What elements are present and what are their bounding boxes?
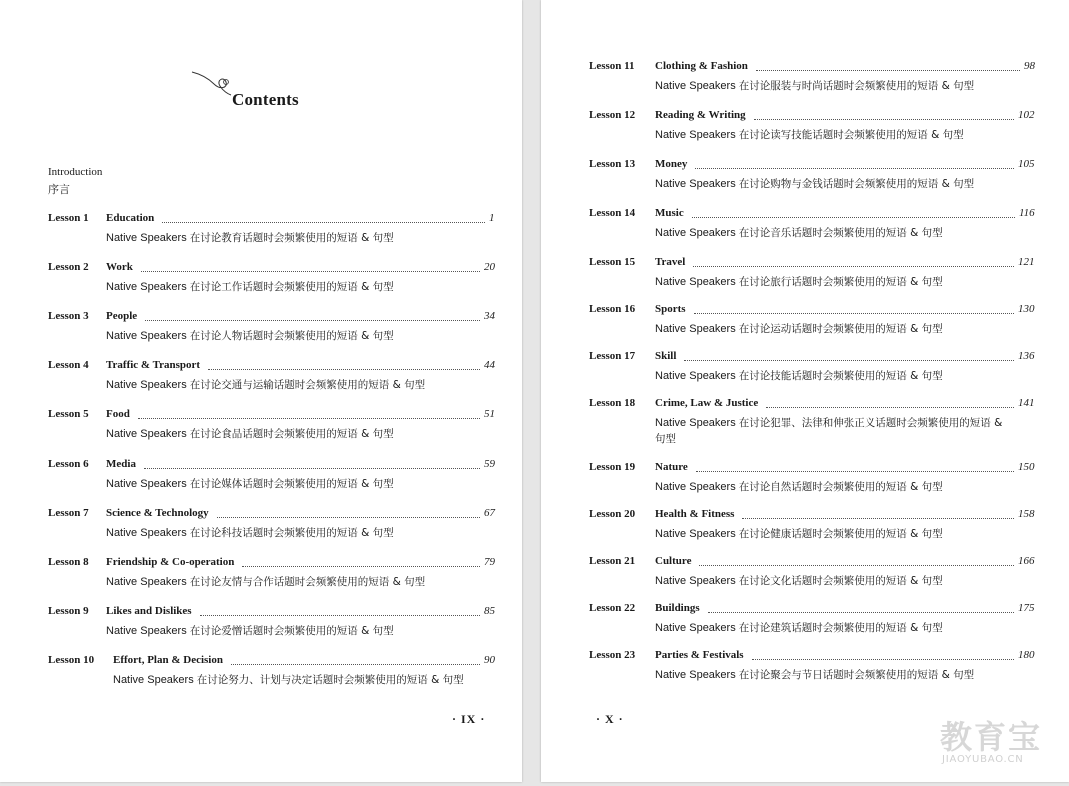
watermark-cn: 教育宝: [940, 718, 1043, 756]
lesson-number: Lesson 21: [589, 555, 636, 567]
description-en: Native Speakers: [655, 178, 736, 190]
toc-entry[interactable]: [589, 109, 1035, 143]
toc-entry[interactable]: [48, 654, 495, 688]
description-zh: 在讨论自然话题时会频繁使用的短语 & 句型: [738, 481, 943, 493]
toc-entry[interactable]: [589, 207, 1035, 241]
leader-dots: [144, 468, 480, 469]
toc-entry[interactable]: [589, 60, 1035, 94]
description-zh: 在讨论媒体话题时会频繁使用的短语 & 句型: [189, 478, 394, 490]
toc-entry-heading: [589, 461, 1035, 477]
lesson-description: [655, 368, 1015, 384]
lesson-number: Lesson 13: [589, 158, 636, 170]
toc-entry-heading: [48, 507, 495, 523]
lesson-number: Lesson 1: [48, 212, 89, 224]
toc-entry-heading: [589, 207, 1035, 223]
lesson-description: [113, 672, 475, 688]
page-number-right: · X ·: [596, 712, 624, 726]
toc-entry[interactable]: [48, 310, 495, 344]
description-en: Native Speakers: [655, 481, 736, 493]
toc-entry[interactable]: [589, 461, 1035, 495]
description-en: Native Speakers: [106, 625, 187, 637]
leader-dots: [696, 471, 1014, 472]
lesson-title: Skill: [655, 350, 677, 362]
lesson-title: Nature: [655, 461, 688, 473]
description-zh: 在讨论读写技能话题时会频繁使用的短语 & 句型: [738, 129, 964, 141]
page-reference: 141: [1018, 397, 1035, 409]
lesson-number: Lesson 3: [48, 310, 89, 322]
description-zh: 在讨论人物话题时会频繁使用的短语 & 句型: [189, 330, 394, 342]
lesson-number: Lesson 15: [589, 256, 636, 268]
page-title: Contents: [232, 90, 299, 109]
lesson-description: [655, 415, 1015, 447]
page-reference: 34: [484, 310, 495, 322]
toc-entry[interactable]: [589, 303, 1035, 337]
toc-entry-heading: [589, 602, 1035, 618]
page-reference: 85: [484, 605, 495, 617]
introduction-zh: 序言: [48, 183, 70, 196]
lesson-number: Lesson 4: [48, 359, 89, 371]
toc-entry[interactable]: [48, 458, 495, 492]
lesson-title: Buildings: [655, 602, 700, 614]
toc-entry-heading: [48, 310, 495, 326]
lesson-number: Lesson 11: [589, 60, 635, 72]
toc-entry-heading: [589, 158, 1035, 174]
lesson-description: [106, 623, 475, 639]
lesson-description: [106, 426, 475, 442]
lesson-number: Lesson 9: [48, 605, 89, 617]
contents-heading-block: [190, 68, 330, 128]
description-en: Native Speakers: [655, 417, 736, 429]
leader-dots: [699, 565, 1014, 566]
lesson-description: [106, 230, 475, 246]
lesson-title: Clothing & Fashion: [655, 60, 748, 72]
lesson-description: [106, 574, 475, 590]
toc-entry[interactable]: [589, 649, 1035, 683]
page-reference: 1: [489, 212, 495, 224]
description-en: Native Speakers: [113, 674, 194, 686]
description-en: Native Speakers: [106, 232, 187, 244]
lesson-number: Lesson 5: [48, 408, 89, 420]
introduction-en: Introduction: [48, 166, 103, 178]
description-zh: 在讨论旅行话题时会频繁使用的短语 & 句型: [738, 276, 943, 288]
lesson-title: Travel: [655, 256, 686, 268]
lesson-title: People: [106, 310, 138, 322]
lesson-title: Likes and Dislikes: [106, 605, 192, 617]
lesson-description: [655, 225, 1015, 241]
lesson-title: Education: [106, 212, 155, 224]
toc-entry-heading: [589, 303, 1035, 319]
right-page: [541, 0, 1069, 782]
leader-dots: [231, 664, 480, 665]
description-en: Native Speakers: [106, 478, 187, 490]
description-zh: 在讨论交通与运输话题时会频繁使用的短语 & 句型: [189, 379, 426, 391]
lesson-description: [106, 476, 475, 492]
lesson-title: Parties & Festivals: [655, 649, 744, 661]
leader-dots: [708, 612, 1014, 613]
lesson-number: Lesson 22: [589, 602, 636, 614]
toc-entry[interactable]: [48, 359, 495, 393]
description-en: Native Speakers: [655, 575, 736, 587]
flourish-icon: [190, 68, 232, 98]
page-number-left: · IX ·: [452, 712, 486, 726]
description-zh: 在讨论购物与金钱话题时会频繁使用的短语 & 句型: [738, 178, 975, 190]
toc-entry-heading: [589, 256, 1035, 272]
leader-dots: [200, 615, 480, 616]
page-reference: 175: [1018, 602, 1035, 614]
description-zh: 在讨论建筑话题时会频繁使用的短语 & 句型: [738, 622, 943, 634]
description-en: Native Speakers: [106, 428, 187, 440]
toc-entry-heading: [589, 649, 1035, 665]
lesson-title: Science & Technology: [106, 507, 209, 519]
toc-entry-heading: [48, 556, 495, 572]
leader-dots: [756, 70, 1020, 71]
description-zh: 在讨论科技话题时会频繁使用的短语 & 句型: [189, 527, 394, 539]
page-reference: 166: [1018, 555, 1035, 567]
lesson-number: Lesson 12: [589, 109, 636, 121]
leader-dots: [754, 119, 1014, 120]
toc-entry-heading: [48, 458, 495, 474]
lesson-number: Lesson 8: [48, 556, 89, 568]
lesson-number: Lesson 7: [48, 507, 89, 519]
description-en: Native Speakers: [655, 129, 736, 141]
lesson-number: Lesson 10: [48, 654, 95, 666]
leader-dots: [208, 369, 480, 370]
lesson-title: Work: [106, 261, 133, 273]
toc-entry-heading: [589, 350, 1035, 366]
page-reference: 102: [1018, 109, 1035, 121]
lesson-title: Crime, Law & Justice: [655, 397, 759, 409]
leader-dots: [692, 217, 1015, 218]
page-reference: 90: [484, 654, 495, 666]
toc-entry[interactable]: [589, 350, 1035, 384]
description-zh: 在讨论服装与时尚话题时会频繁使用的短语 & 句型: [738, 80, 975, 92]
watermark-en: JIAOYUBAO.CN: [942, 754, 1024, 765]
description-zh: 在讨论文化话题时会频繁使用的短语 & 句型: [738, 575, 943, 587]
leader-dots: [217, 517, 480, 518]
description-en: Native Speakers: [655, 528, 736, 540]
toc-entry[interactable]: [589, 158, 1035, 192]
lesson-title: Culture: [655, 555, 692, 567]
page-reference: 44: [484, 359, 495, 371]
lesson-number: Lesson 17: [589, 350, 636, 362]
lesson-number: Lesson 16: [589, 303, 636, 315]
lesson-number: Lesson 19: [589, 461, 636, 473]
lesson-description: [106, 328, 475, 344]
description-en: Native Speakers: [655, 669, 736, 681]
lesson-description: [106, 279, 475, 295]
description-zh: 在讨论爱憎话题时会频繁使用的短语 & 句型: [189, 625, 394, 637]
lesson-description: [655, 176, 1015, 192]
introduction-entry: [48, 163, 102, 199]
description-en: Native Speakers: [106, 527, 187, 539]
toc-entry-heading: [48, 605, 495, 621]
toc-entry[interactable]: [589, 555, 1035, 589]
description-en: Native Speakers: [106, 576, 187, 588]
lesson-description: [655, 573, 1015, 589]
page-reference: 130: [1018, 303, 1035, 315]
description-en: Native Speakers: [106, 330, 187, 342]
description-zh: 在讨论努力、计划与决定话题时会频繁使用的短语 & 句型: [196, 674, 464, 686]
description-zh: 在讨论食品话题时会频繁使用的短语 & 句型: [189, 428, 394, 440]
lesson-description: [655, 321, 1015, 337]
lesson-number: Lesson 14: [589, 207, 636, 219]
description-zh: 在讨论友情与合作话题时会频繁使用的短语 & 句型: [189, 576, 426, 588]
description-en: Native Speakers: [655, 80, 736, 92]
lesson-title: Traffic & Transport: [106, 359, 201, 371]
leader-dots: [694, 313, 1014, 314]
leader-dots: [695, 168, 1014, 169]
toc-entry-heading: [48, 408, 495, 424]
lesson-number: Lesson 20: [589, 508, 636, 520]
lesson-description: [106, 377, 475, 393]
toc-entry[interactable]: [589, 602, 1035, 636]
leader-dots: [742, 518, 1014, 519]
lesson-title: Money: [655, 158, 688, 170]
toc-entry[interactable]: [48, 212, 495, 246]
lesson-description: [655, 127, 1015, 143]
toc-entry-heading: [589, 555, 1035, 571]
lesson-description: [655, 479, 1015, 495]
lesson-title: Reading & Writing: [655, 109, 746, 121]
page-reference: 180: [1018, 649, 1035, 661]
toc-entry-heading: [48, 359, 495, 375]
left-page: [0, 0, 522, 782]
leader-dots: [138, 418, 480, 419]
lesson-description: [655, 78, 1015, 94]
toc-entry-heading: [48, 261, 495, 277]
description-en: Native Speakers: [655, 622, 736, 634]
toc-entry-heading: [589, 508, 1035, 524]
description-en: Native Speakers: [106, 379, 187, 391]
lesson-title: Media: [106, 458, 136, 470]
lesson-title: Friendship & Co-operation: [106, 556, 235, 568]
toc-entry[interactable]: [589, 397, 1035, 447]
toc-entry-heading: [48, 212, 495, 228]
leader-dots: [162, 222, 485, 223]
page-reference: 150: [1018, 461, 1035, 473]
page-reference: 67: [484, 507, 495, 519]
leader-dots: [766, 407, 1014, 408]
lesson-description: [655, 667, 1015, 683]
toc-entry-heading: [589, 109, 1035, 125]
description-en: Native Speakers: [655, 323, 736, 335]
leader-dots: [684, 360, 1014, 361]
description-zh: 在讨论音乐话题时会频繁使用的短语 & 句型: [738, 227, 943, 239]
page-reference: 105: [1018, 158, 1035, 170]
description-en: Native Speakers: [655, 276, 736, 288]
lesson-title: Sports: [655, 303, 686, 315]
leader-dots: [693, 266, 1014, 267]
leader-dots: [752, 659, 1014, 660]
description-zh: 在讨论健康话题时会频繁使用的短语 & 句型: [738, 528, 943, 540]
page-reference: 116: [1019, 207, 1035, 219]
page-reference: 59: [484, 458, 495, 470]
lesson-description: [655, 620, 1015, 636]
toc-entry-heading: [589, 60, 1035, 76]
description-zh: 在讨论技能话题时会频繁使用的短语 & 句型: [738, 370, 943, 382]
lesson-description: [106, 525, 475, 541]
lesson-title: Music: [655, 207, 684, 219]
toc-entry[interactable]: [589, 256, 1035, 290]
description-en: Native Speakers: [655, 227, 736, 239]
description-en: Native Speakers: [106, 281, 187, 293]
description-en: Native Speakers: [655, 370, 736, 382]
leader-dots: [141, 271, 480, 272]
description-zh: 在讨论犯罪、法律和伸张正义话题时会频繁使用的短语 & 句型: [655, 417, 1003, 445]
page-reference: 121: [1018, 256, 1035, 268]
toc-entry[interactable]: [48, 261, 495, 295]
toc-entry-heading: [589, 397, 1035, 413]
lesson-number: Lesson 23: [589, 649, 636, 661]
lesson-number: Lesson 6: [48, 458, 89, 470]
toc-entry[interactable]: [589, 508, 1035, 542]
toc-entry[interactable]: [48, 556, 495, 590]
toc-entry-heading: [48, 654, 495, 670]
lesson-title: Effort, Plan & Decision: [113, 654, 223, 666]
watermark-logo: [930, 712, 1055, 772]
leader-dots: [145, 320, 480, 321]
toc-entry[interactable]: [48, 408, 495, 442]
description-zh: 在讨论工作话题时会频繁使用的短语 & 句型: [189, 281, 394, 293]
page-reference: 158: [1018, 508, 1035, 520]
lesson-number: Lesson 18: [589, 397, 636, 409]
lesson-description: [655, 274, 1015, 290]
page-reference: 98: [1024, 60, 1035, 72]
lesson-number: Lesson 2: [48, 261, 89, 273]
page-reference: 20: [484, 261, 495, 273]
lesson-title: Food: [106, 408, 130, 420]
toc-entry[interactable]: [48, 507, 495, 541]
lesson-title: Health & Fitness: [655, 508, 735, 520]
page-reference: 79: [484, 556, 495, 568]
description-zh: 在讨论教育话题时会频繁使用的短语 & 句型: [189, 232, 394, 244]
leader-dots: [242, 566, 480, 567]
page-reference: 136: [1018, 350, 1035, 362]
description-zh: 在讨论聚会与节日话题时会频繁使用的短语 & 句型: [738, 669, 975, 681]
lesson-description: [655, 526, 1015, 542]
page-reference: 51: [484, 408, 495, 420]
toc-entry[interactable]: [48, 605, 495, 639]
description-zh: 在讨论运动话题时会频繁使用的短语 & 句型: [738, 323, 943, 335]
